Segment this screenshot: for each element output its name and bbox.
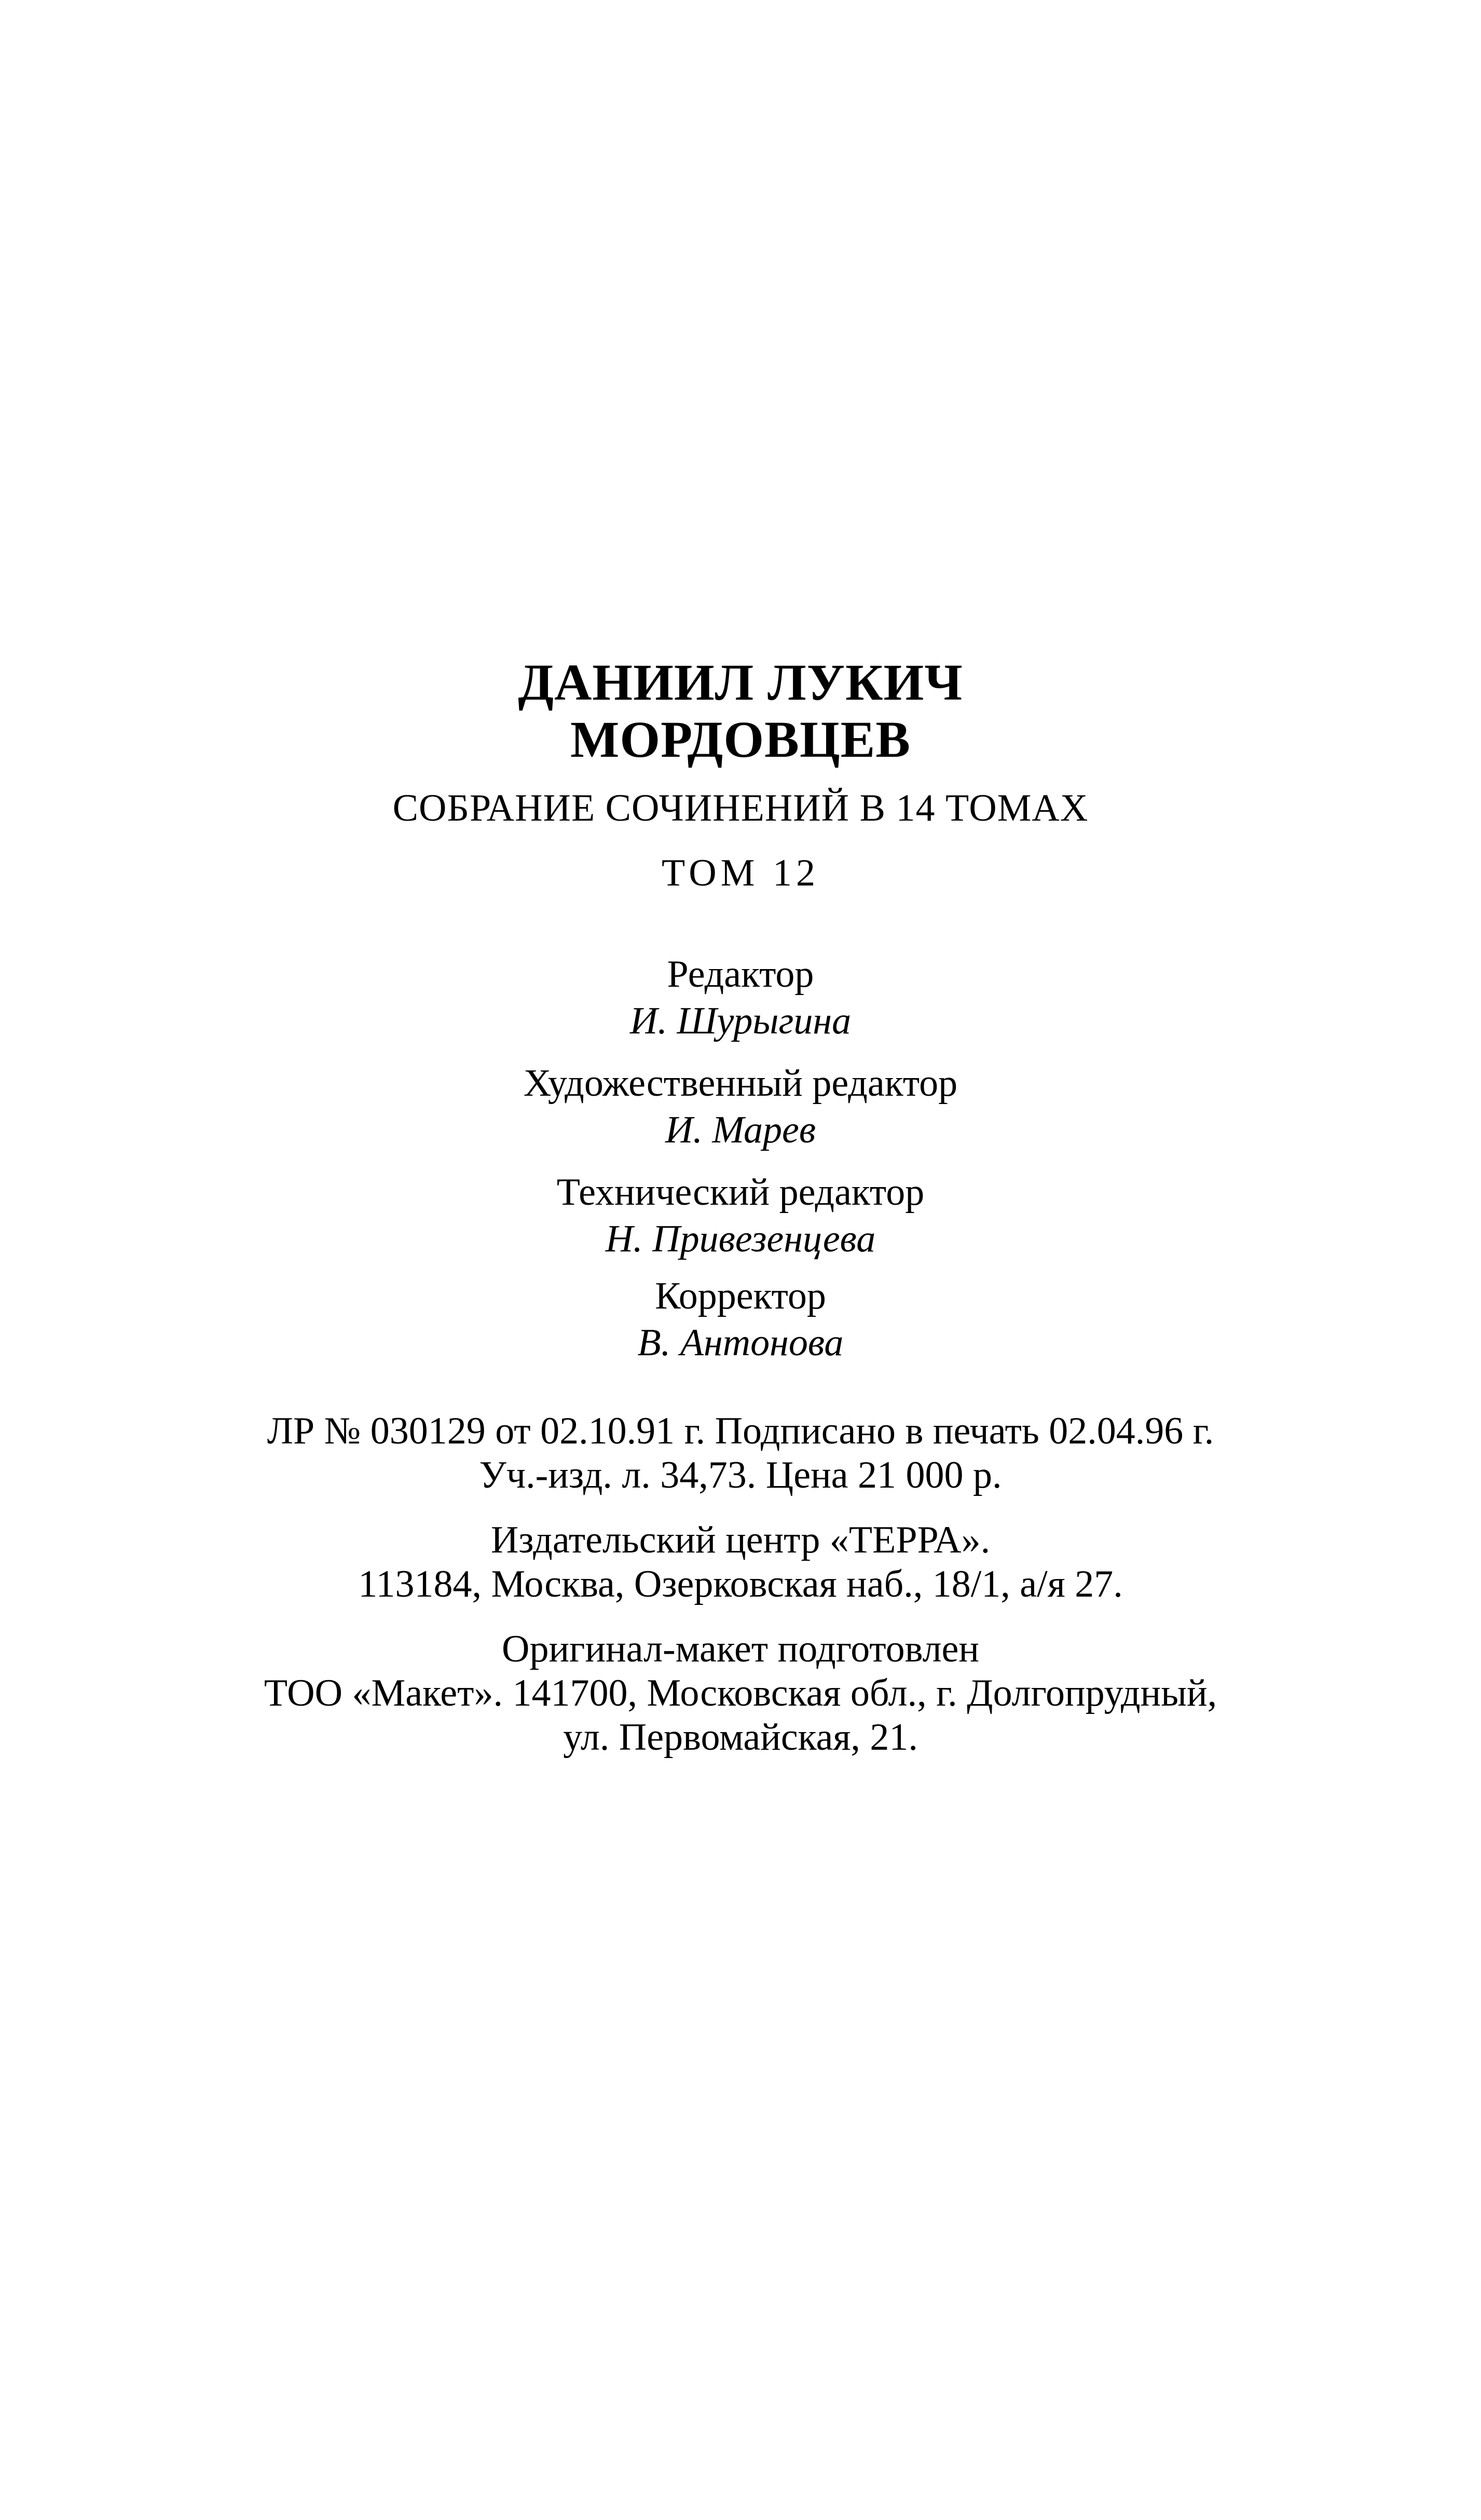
credit-role-proofreader: Корректор: [655, 1275, 826, 1317]
author-name-line1: ДАНИИЛ ЛУКИЧ: [518, 653, 963, 711]
layout-company-address: ТОО «Макет». 141700, Московская обл., г. Долгопрудный,: [264, 1672, 1217, 1714]
layout-company-street: ул. Первомайская, 21.: [563, 1716, 918, 1759]
credit-role-technical-editor: Технический редактор: [556, 1171, 925, 1214]
credit-role-editor: Редактор: [667, 953, 814, 996]
credit-name-proofreader: В. Антонова: [637, 1322, 844, 1364]
credit-role-art-editor: Художественный редактор: [523, 1062, 958, 1105]
edition-info-line: Уч.-изд. л. 34,73. Цена 21 000 р.: [479, 1454, 1002, 1496]
credit-name-editor: И. Шурыгина: [629, 1000, 852, 1042]
volume-number: ТОМ 12: [662, 852, 819, 894]
publisher-name: Издательский центр «ТЕРРА».: [490, 1519, 991, 1561]
author-name-line2: МОРДОВЦЕВ: [570, 711, 911, 768]
license-line: ЛР № 030129 от 02.10.91 г. Подписано в печать 02.04.96 г.: [267, 1410, 1214, 1452]
credit-name-technical-editor: Н. Привезенцева: [605, 1218, 876, 1260]
series-title: СОБРАНИЕ СОЧИНЕНИЙ В 14 ТОМАХ: [392, 787, 1089, 829]
publisher-address: 113184, Москва, Озерковская наб., 18/1, а/я 27.: [358, 1563, 1123, 1605]
layout-credit-heading: Оригинал-макет подготовлен: [502, 1628, 979, 1670]
credit-name-art-editor: И. Марев: [665, 1109, 816, 1151]
